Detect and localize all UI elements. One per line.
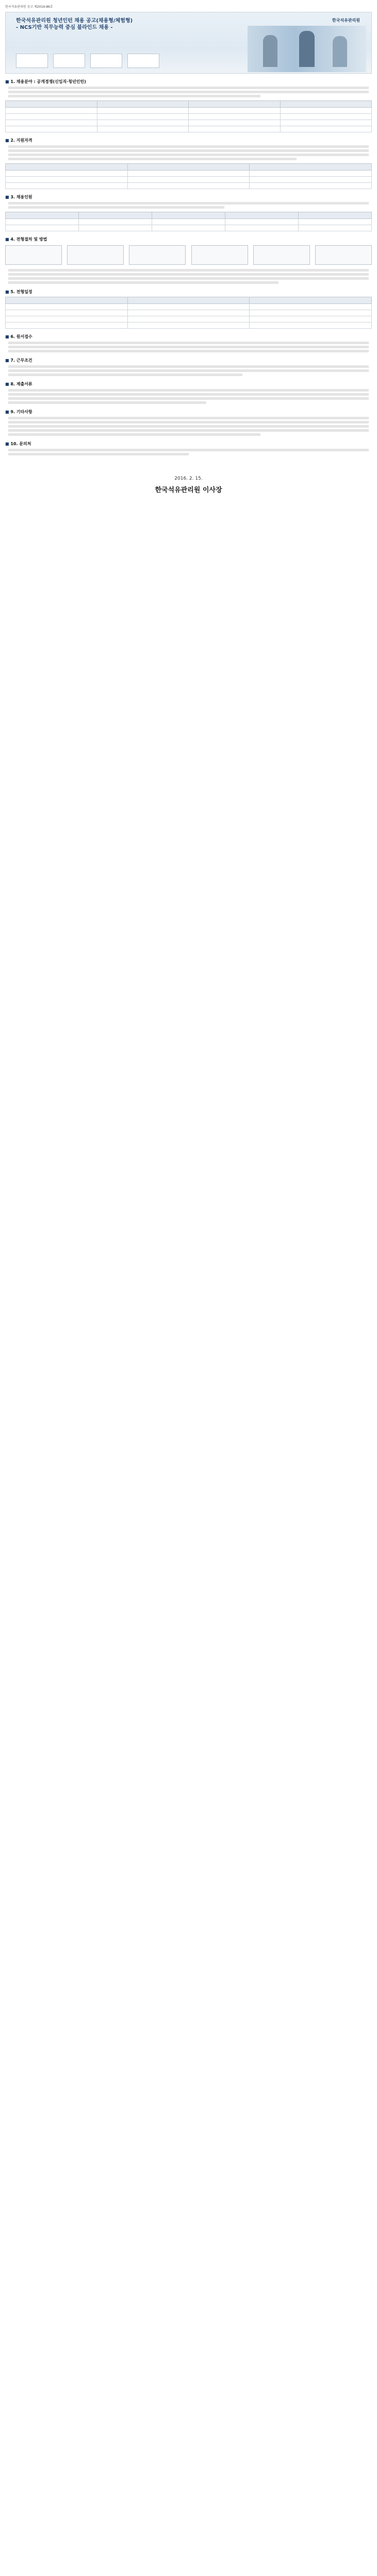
section-title: ■ 2. 지원자격 xyxy=(5,138,372,143)
table xyxy=(5,163,372,189)
banner-headline xyxy=(16,18,133,31)
section-title: ■ 6. 원서접수 xyxy=(5,334,372,340)
icon-4 xyxy=(127,54,159,68)
section-title: ■ 7. 근무조건 xyxy=(5,358,372,363)
section-body xyxy=(8,342,369,352)
section-body xyxy=(8,269,369,284)
section-body xyxy=(8,202,369,209)
process-steps xyxy=(5,245,372,265)
banner-subtitle: - NCS기반 직무능력 중심 블라인드 채용 - xyxy=(16,25,113,30)
table xyxy=(5,100,372,132)
table xyxy=(5,297,372,329)
section-body xyxy=(8,417,369,436)
section-body xyxy=(8,389,369,404)
icon-2 xyxy=(53,54,85,68)
hero-banner xyxy=(5,12,372,74)
section-body xyxy=(8,87,369,97)
section-title: ■ 1. 채용분야 : 공개경쟁(신입직·청년인턴) xyxy=(5,79,372,84)
section-title: ■ 8. 제출서류 xyxy=(5,381,372,387)
section-title: ■ 10. 문의처 xyxy=(5,441,372,447)
banner-icon-row xyxy=(16,54,159,68)
table xyxy=(5,212,372,231)
notice-number: 한국석유관리원 공고 제2016-86호 xyxy=(5,5,53,9)
notice-date: 2016. 2. 15. xyxy=(174,476,203,481)
notice-page xyxy=(5,0,372,494)
notice-footer xyxy=(5,476,372,494)
section-title: ■ 9. 기타사항 xyxy=(5,409,372,415)
banner-title: 한국석유관리원 청년인턴 채용 공고(채용형/체험형) xyxy=(16,18,133,24)
org-logo: 한국석유관리원 xyxy=(332,18,360,23)
section-title: ■ 4. 전형절차 및 방법 xyxy=(5,236,372,242)
people-photo xyxy=(248,26,366,72)
icon-3 xyxy=(90,54,122,68)
section-body xyxy=(8,449,369,455)
issuer-name: 한국석유관리원 이사장 xyxy=(155,486,222,494)
section-body xyxy=(8,145,369,160)
section-title: ■ 3. 채용인원 xyxy=(5,194,372,200)
icon-1 xyxy=(16,54,48,68)
section-body xyxy=(8,365,369,376)
section-title: ■ 5. 전형일정 xyxy=(5,289,372,295)
